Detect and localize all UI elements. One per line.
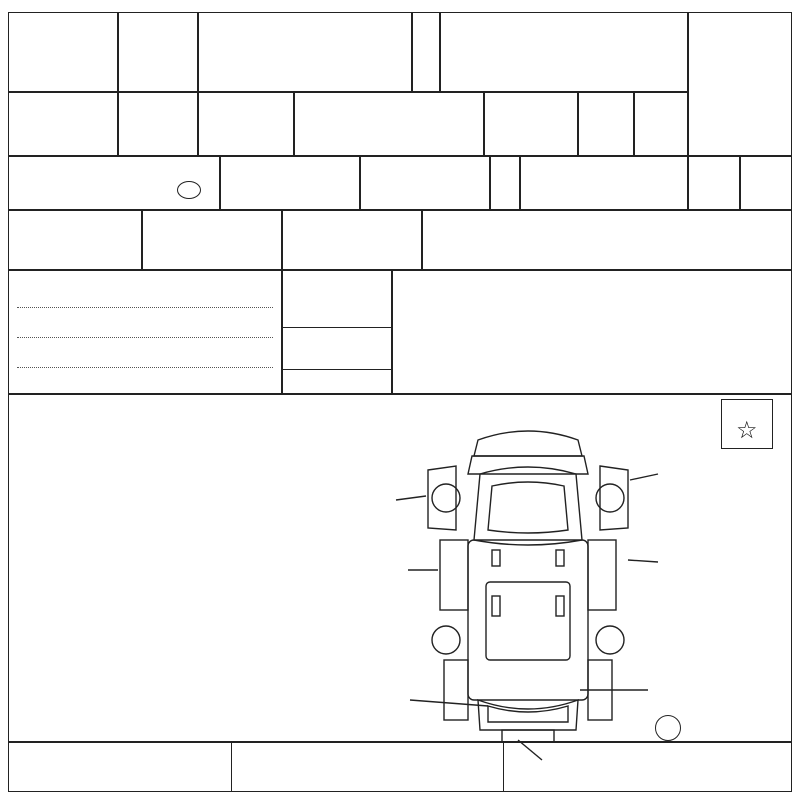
first-reg-cell [118,12,198,92]
year-cell [118,92,198,156]
type-cell [294,92,484,156]
inspection-cell [220,156,360,210]
recycle-cell [282,210,422,270]
door-cell [412,12,440,92]
grade-cell [440,12,688,92]
score-cell [688,12,792,156]
notes-cell [8,270,282,394]
displacement-cell [484,92,578,156]
car-diagram [368,400,688,770]
validity-cell [282,270,392,394]
fuel-cell [520,156,688,210]
bottom-row [8,742,792,792]
star-icon: ☆ [736,416,758,444]
keylock-box [721,399,773,449]
location-cell [8,92,118,156]
shift-cell [8,210,142,270]
history-cell [198,92,294,156]
equipment-options [423,227,791,269]
color-change-cell [490,156,520,210]
car-name-cell [198,12,412,92]
mileage-unit [177,181,201,199]
interior-cell [740,156,792,210]
color-cell [360,156,490,210]
equipment-cell [422,210,792,270]
capacity-cell [634,92,688,156]
warranty-cell [578,92,634,156]
aircon-cell [142,210,282,270]
sales-cell [392,270,792,394]
mileage-cell [8,156,220,210]
bottom-grid [31,743,231,791]
lot-cell [8,12,118,92]
exterior-cell [688,156,740,210]
auction-sheet [8,8,792,792]
